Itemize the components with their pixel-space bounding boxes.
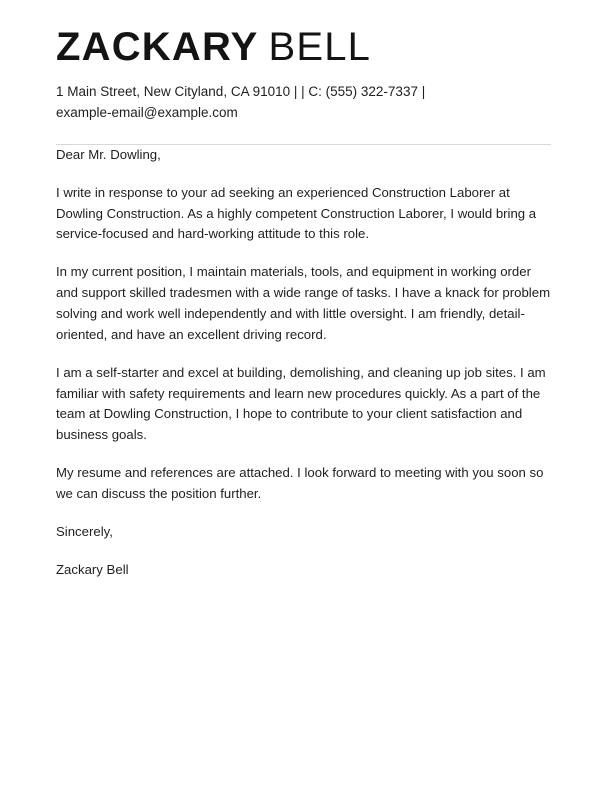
body-paragraph-4: My resume and references are attached. I look forward to meeting with you soon so we can discuss the position further. — [56, 465, 544, 502]
closing: Sincerely, — [56, 523, 113, 539]
signature-name: Zackary Bell — [56, 561, 129, 577]
salutation: Dear Mr. Dowling, — [56, 146, 161, 162]
letter-body — [56, 145, 551, 581]
page-title — [56, 26, 551, 68]
first-name: ZACKARY — [56, 25, 259, 69]
body-paragraph-3: I am a self-starter and excel at building, demolishing, and cleaning up job sites. I am familiar with safety requirements and learn new procedures quickly. As a part of the team at Dowling Construction, I hope to contribute to your client satisfaction and business goals. — [56, 364, 546, 443]
contact-info: 1 Main Street, New Cityland, CA 91010 | | C: (555) 322-7337 | example-email@example.com — [56, 84, 426, 120]
body-paragraph-2: In my current position, I maintain materials, tools, and equipment in working order and support skilled tradesmen with a wide range of tasks. I have a knack for problem solving and work well independently and with little oversight. I am friendly, detail-oriented, and have an excellent driving record. — [56, 264, 551, 342]
body-paragraph-1: I write in response to your ad seeking an experienced Construction Laborer at Dowling Construction. As a highly competent Construction Laborer, I would bring a service-focused and hard-working attitude to this role. — [56, 184, 537, 242]
last-name: BELL — [268, 25, 372, 69]
